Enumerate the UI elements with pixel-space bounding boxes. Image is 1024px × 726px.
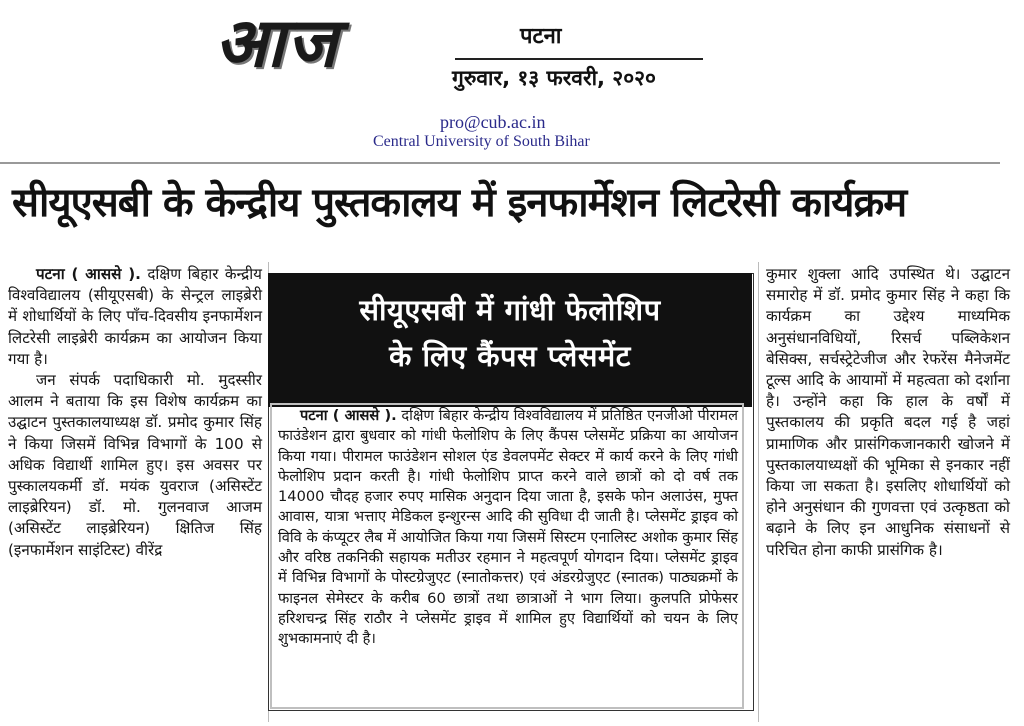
right-para-1: कुमार शुक्ला आदि उपस्थित थे। उद्घाटन समारोह में डॉ. प्रमोद कुमार सिंह ने कहा कि कार्यक्रम का उद्देश्य माध्यमिक अनुसंधानविधियों, रिसर्च पब्लिकेशन बेसिक्स, सर्चस्ट्रेटेजीज और रेफरेंस मैनेजमेंट टूल्स आदि के आयामों में महत्वता को दर्शाना है। उन्होंने कहा कि हाल के वर्षों में पुस्तकालय की प्रकृति बदल गई है जहां प्रामाणिक और प्रासंगिकजानकारी खोजने में पुस्तकालयाध्यक्षों की भूमिका से इनकार नहीं किया जा सकता है। इसलिए शोधार्थियों को होने अनुसंधान की गुणवत्ता एवं उत्कृष्ठता को बढ़ाने के लिए इन आधुनिक संसाधनों से परिचित होना काफी प्रासंगिक है। (766, 265, 1010, 559)
stamp-university: Central University of South Bihar (373, 133, 590, 150)
left-para-1-text: दक्षिण बिहार केन्द्रीय विश्वविद्यालय (सीयूएसबी) के सेन्ट्रल लाइब्रेरी में शोधार्थियों के लिए पाँच-दिवसीय इनफार्मेशन लिटरेसी लाइब्रेरी कार्यक्रम का आयोजन किया गया है। (8, 265, 262, 368)
boxed-story-body (278, 406, 738, 650)
boxed-headline-line-2: के लिए कैंपस प्लेसमेंट (389, 339, 631, 373)
left-para-1 (8, 264, 262, 370)
column-divider-right (758, 262, 759, 722)
right-column-article (766, 264, 1010, 561)
boxed-story-paragraph (278, 406, 738, 650)
left-column-article (8, 264, 262, 561)
boxed-story-headline (268, 273, 752, 407)
boxed-story-text: दक्षिण बिहार केन्द्रीय विश्वविद्यालय में प्रतिष्ठित एनजीओ पीरामल फाउंडेशन द्वारा बुधवार को गांधी फेलोशिप के लिए कैंपस प्लेसमेंट प्रक्रिया का आयोजन किया गया। पीरामल फाउंडेशन सोशल एंड डेवलपमेंट सेक्टर में कार्य करने के लिए गांधी फेलोशिप प्रदान करती है। गांधी फेलोशिप प्राप्त करने वाले छात्रों को दो वर्ष तक 14000 चौदह हजार रुपए मासिक अनुदान दिया जाता है, इसके फोन अलाउंस, मुफ्त आवास, यात्रा भत्ताए मेडिकल इन्शुरन्स आदि की सुविधा दी जाती है। प्लेसमेंट ड्राइव को विवि के कंप्यूटर लैब में आयोजित किया गया जिसमें सिस्टम एनालिस्ट अशोक कुमार सिंह और वरिष्ठ तकनिकी सहायक मतीउर रहमान ने महत्वपूर्ण योगदान दिया। प्लेसमेंट ड्राइव में विभिन्न विभागों के पोस्टग्रेजुएट (स्नातोकत्तर) एवं अंडरग्रेजुएट (स्नातक) पाठ्यक्रमों के फाइनल सेमेस्टर के करीब 60 छात्रों तथा छात्राओं ने भाग लिया। कुलपति प्रोफेसर हरिशचन्द्र सिंह राठौर ने प्लेसमेंट ड्राइव में शामिल हुए विद्यार्थियों को चयन के लिए शुभकामनाएं दी है। (278, 407, 739, 648)
masthead-rule (455, 58, 703, 60)
edition-date: गुरुवार, १३ फरवरी, २०२० (452, 66, 656, 90)
header-divider (0, 162, 1000, 164)
edition-city: पटना (520, 24, 562, 49)
left-para-2: जन संपर्क पदाधिकारी मो. मुदस्सीर आलम ने बताया कि इस विशेष कार्यक्रम का उद्घाटन पुस्तकालयाध्यक्ष डॉ. प्रमोद कुमार सिंह ने किया जिसमें विभिन्न विभागों के 100 से अधिक विद्यार्थी शामिल हुए। इस अवसर पर पुस्कालयकर्मी डॉ. मयंक युवराज (असिस्टेंट लाइब्रेरियन) डॉ. मो. गुलनवाज आजम (असिस्टेंट लाइब्रेरियन) क्षितिज सिंह (इनफार्मेशन साइंटिस्ट) वीरेंद्र (8, 371, 262, 559)
dateline: पटना ( आससे ). (36, 265, 141, 283)
main-headline: सीयूएसबी के केन्द्रीय पुस्तकालय में इनफार्मेशन लिटरेसी कार्यक्रम (12, 180, 907, 226)
boxed-headline-line-1: सीयूएसबी में गांधी फेलोशिप (359, 293, 661, 327)
boxed-dateline: पटना ( आससे ). (300, 407, 397, 424)
stamp-email: pro@cub.ac.in (440, 112, 546, 132)
newspaper-logo: आज (215, 3, 339, 83)
